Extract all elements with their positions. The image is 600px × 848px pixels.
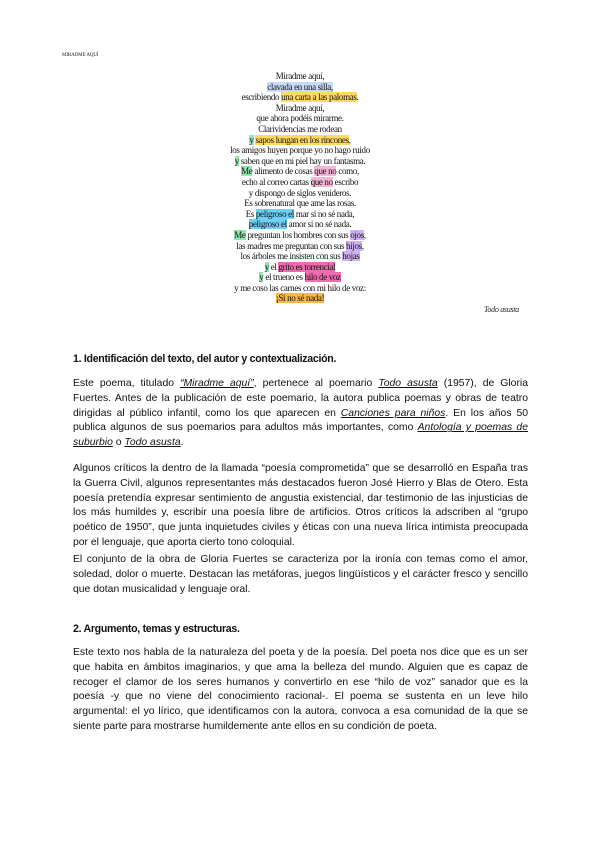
poem-text: amor si no sé nada. [286, 219, 352, 230]
poem-line [150, 145, 450, 156]
highlighted-phrase: peligroso el [255, 208, 294, 219]
poem-line [150, 198, 450, 209]
poem-line [150, 209, 450, 220]
highlighted-phrase: que no [314, 166, 337, 177]
poem-line [150, 283, 450, 294]
poem-line [150, 272, 450, 283]
poem-line [150, 219, 450, 230]
highlighted-phrase: hilo de voz [304, 272, 341, 283]
poem-text: como, [336, 166, 359, 177]
text-run: , pertenece al poemario [253, 378, 379, 389]
poem-text: los árboles me insisten con sus [240, 251, 343, 262]
poem-line [150, 124, 450, 135]
running-header: MIRADME AQUÍ [62, 53, 99, 58]
text-run: Este poema, titulado [73, 378, 181, 389]
title-reference-todo-asusta: Todo asusta [378, 378, 438, 389]
text-run: o [112, 437, 125, 449]
paragraph-text: Algunos críticos la dentro de la llamada “poesía comprometida” que se desarrolló en España tras la Guerra Civil, algunos representantes más destacados fueron José Hierro y Blas de Otero. Esta poesía pretendía expresar sentimiento de angustia existencial, dar testimonio de las injusticias de los más humildes y, escribir una poesía libre de artificios. Otros críticos la adscriben al “grupo poético de 1950”, que junta inquietudes civiles y éticas con una nueva lírica intimista preocupada por el lenguaje, que aporta cierto tono coloquial. [73, 463, 528, 548]
poem-line [150, 262, 450, 273]
highlighted-phrase: y [249, 134, 254, 145]
highlighted-phrase: Me [234, 229, 246, 240]
poem-text: , [348, 134, 351, 145]
highlighted-phrase: grito es torrencial [278, 261, 336, 272]
section-2-paragraph-1 [73, 646, 528, 735]
highlighted-phrase: Me [241, 166, 253, 177]
poem-line [150, 230, 450, 241]
poem-text: las madres me preguntan con sus [236, 240, 347, 251]
poem-text: el [268, 261, 279, 272]
highlighted-phrase: y [234, 155, 239, 166]
poem-text: Es sobrenatural que ame las rosas. [244, 198, 356, 209]
section-1-paragraph-2 [73, 462, 528, 551]
section-1-heading: 1. Identificación del texto, del autor y contextualización. [73, 353, 337, 365]
poem-text: Es [245, 208, 256, 219]
highlighted-phrase: ojos [350, 229, 364, 240]
poem-text: . [356, 92, 359, 103]
title-reference-todo-asusta-2: Todo asusta [124, 437, 181, 449]
poem-text: Miradme aquí, [275, 71, 325, 81]
poem-text: Clarividencias me rodean [258, 123, 342, 134]
title-reference-miradme-aqui: “Miradme aquí” [180, 378, 254, 389]
poem-line [150, 293, 450, 304]
section-1-paragraph-1 [73, 377, 528, 451]
highlighted-phrase: sapos lungan en los rincones [255, 134, 349, 145]
title-reference-antologia: Antología y poemas de suburbio [73, 422, 528, 449]
poem-text: y dispongo de siglos venideros. [248, 187, 352, 198]
highlighted-phrase: ¡Si no sé nada! [275, 293, 325, 304]
poem-line [150, 82, 450, 93]
poem-line [150, 166, 450, 177]
poem-text: alimento de cosas [252, 166, 315, 177]
poem-line [150, 241, 450, 252]
highlighted-phrase: y [264, 261, 269, 272]
poem-line [150, 251, 450, 262]
poem-text: Miradme aquí, [275, 102, 325, 113]
poem-text: los amigos huyen porque yo no hago ruido [230, 145, 370, 156]
poem-line [150, 188, 450, 199]
poem-text: , [361, 240, 364, 251]
poem-line [150, 103, 450, 114]
text-run: . [180, 437, 184, 449]
highlighted-phrase: hojas [342, 251, 360, 262]
highlighted-phrase: una carta a las palomas [281, 92, 357, 103]
highlighted-phrase: que no [310, 176, 333, 187]
poem-text: echo al correo cartas [241, 176, 311, 187]
title-reference-canciones-para-ninos: Canciones para niños [340, 407, 446, 419]
text-run: . En los años 50 publica algunos de sus poemarios para adultos más importantes, como [73, 407, 529, 434]
poem-text: escribo [332, 176, 359, 187]
poem-line [150, 71, 450, 82]
highlighted-phrase: clavada en una silla, [267, 81, 333, 92]
poem-text: y me coso las carnes con mi hilo de voz: [234, 282, 366, 293]
highlighted-phrase: hijos [346, 240, 362, 251]
poem-line [150, 177, 450, 188]
poem-block [150, 71, 450, 304]
paragraph-text: Este texto nos habla de la naturaleza del poeta y de la poesía. Del poeta nos dice que es un ser que habita en ámbitos imaginarios, y que ama la belleza del mundo. Alguien que es capaz de recoger el clamor de los seres humanos y convertirlo en ese “hilo de voz” sanador que es la poesía -y que no viene del conocimiento racional-. El poema se sustenta en un leve hilo argumental: el yo lírico, que identificamos con la autora, convoca a esa comunidad de la que se siente parte para mostrarse humildemente ante ellos en su condición de poeta. [73, 647, 528, 732]
section-1-paragraph-3 [73, 553, 528, 597]
poem-attribution: Todo asusta [484, 305, 519, 314]
poem-text: preguntan los hombres con sus [245, 229, 351, 240]
poem-text: mar si no sé nada, [293, 208, 355, 219]
section-2-heading-wrap [73, 623, 528, 635]
section-2-heading: 2. Argumento, temas y estructuras. [73, 623, 240, 635]
poem-text: el trueno es [263, 272, 305, 283]
poem-text: que ahora podéis mirarme. [256, 113, 344, 124]
paragraph-text: El conjunto de la obra de Gloria Fuertes se caracteriza por la ironía con temas como el amor, soledad, dolor o muerte. Destacan las metáforas, juegos lingüísticos y el carácter fresco y sencillo que dotan musicalidad y lenguaje oral. [73, 554, 528, 595]
poem-text: escribiendo [241, 92, 282, 103]
poem-line [150, 156, 450, 167]
text-run: (1957), de Gloria Fuertes. Antes de la publicación de este poemario, la autora publica poemas y obras de teatro dirigidas al público infantil, como los que aparecen en [73, 378, 529, 419]
highlighted-phrase: y [259, 272, 264, 283]
poem-text: , [363, 229, 366, 240]
highlighted-phrase: peligroso el [248, 219, 287, 230]
section-1-heading-wrap [73, 353, 528, 365]
poem-line [150, 135, 450, 146]
poem-line [150, 113, 450, 124]
poem-text: saben que en mi piel hay un fantasma. [238, 155, 366, 166]
poem-line [150, 92, 450, 103]
